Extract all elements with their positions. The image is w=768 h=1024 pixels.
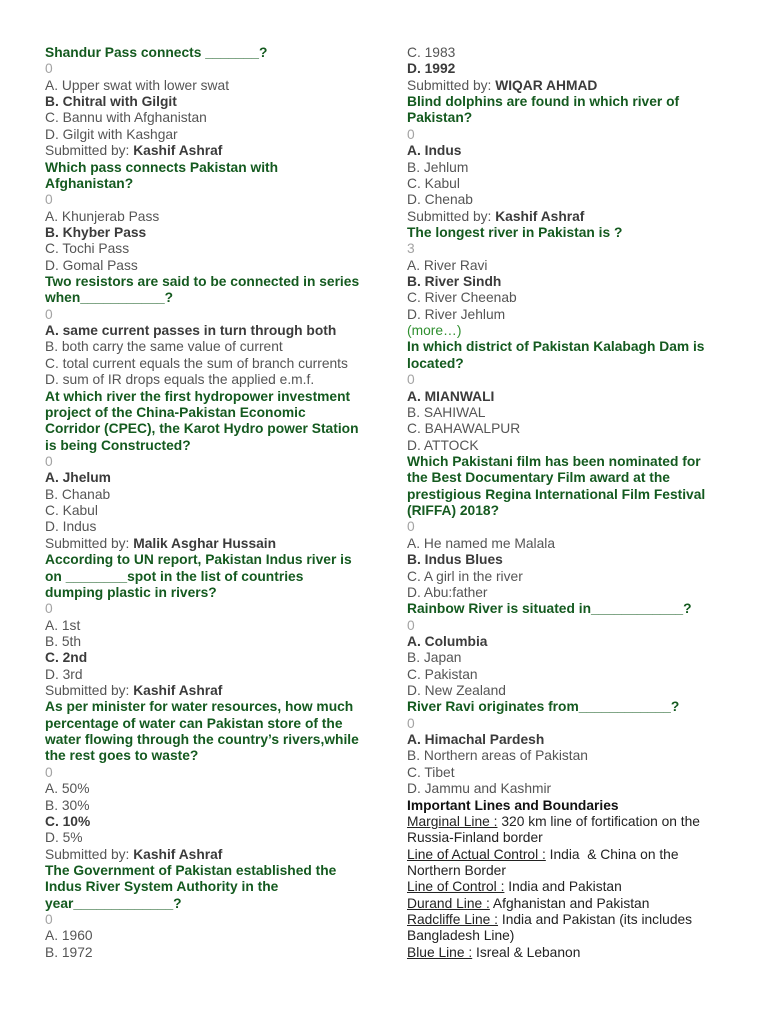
boundary-entry <box>407 847 745 880</box>
correct-option-c: C. 10% <box>45 813 91 829</box>
options-list <box>407 634 745 699</box>
submitted-by <box>407 78 745 94</box>
boundary-line <box>407 847 745 863</box>
boundary-entry <box>407 814 745 847</box>
option-c: C. Kabul <box>407 175 460 191</box>
question-text[interactable]: Rainbow River is situated in____________? <box>407 601 692 617</box>
question-text[interactable]: the rest goes to waste? <box>45 748 199 764</box>
mcq-item <box>407 94 745 225</box>
boundary-description: Isreal & Lebanon <box>476 944 581 960</box>
mcq-item <box>45 552 383 699</box>
boundary-entry <box>407 896 745 912</box>
options-list <box>45 618 383 683</box>
submitted-by-label: Submitted by: <box>45 683 130 699</box>
correct-option-a: A. MIANWALI <box>407 388 495 404</box>
question-text[interactable]: Which Pakistani film has been nominated for <box>407 453 701 469</box>
options-list <box>45 209 383 274</box>
question-text[interactable]: prestigious Regina International Film Festival <box>407 486 706 502</box>
question-text[interactable]: The Government of Pakistan established the <box>45 862 337 878</box>
option-d: D. 5% <box>45 830 83 846</box>
question-text[interactable]: is being Constructed? <box>45 437 191 453</box>
submitter-name: Kashif Ashraf <box>133 143 223 159</box>
question-text[interactable]: dumping plastic in rivers? <box>45 584 217 600</box>
boundary-description: 320 km line of fortification on the <box>501 813 700 829</box>
boundary-description: India & China on the <box>549 846 679 862</box>
boundary-description: India and Pakistan (its includes <box>501 912 693 928</box>
answer-count: 0 <box>407 715 415 731</box>
options-list <box>407 389 745 454</box>
correct-option-a: A. Himachal Pardesh <box>407 732 545 748</box>
mcq-item <box>45 45 383 160</box>
boundary-line <box>407 945 745 961</box>
answer-count: 0 <box>45 764 53 780</box>
option-c: C. A girl in the river <box>407 568 523 584</box>
question-text[interactable]: Corridor (CPEC), the Karot Hydro power Station <box>45 421 359 437</box>
correct-option-c: C. 2nd <box>45 650 88 666</box>
question-text[interactable]: At which river the first hydropower investment <box>45 388 351 404</box>
boundary-name: Blue Line : <box>407 944 473 960</box>
option-b: B. both carry the same value of current <box>45 339 283 355</box>
answer-count: 0 <box>407 126 415 142</box>
option-b: B. Chanab <box>45 486 111 502</box>
correct-option-b: B. Khyber Pass <box>45 224 147 240</box>
answer-count: 0 <box>45 453 53 469</box>
boundary-description: Bangladesh Line) <box>407 928 515 944</box>
boundary-description: Russia-Finland border <box>407 830 543 846</box>
option-c: C. 1983 <box>407 45 456 60</box>
boundary-name: Durand Line : <box>407 895 490 911</box>
correct-option-d: D. 1992 <box>407 61 456 77</box>
boundary-line <box>407 928 745 944</box>
question-text[interactable]: percentage of water can Pakistan store of the <box>45 715 343 731</box>
question-text[interactable]: Shandur Pass connects _______? <box>45 45 268 60</box>
mcq-item <box>407 454 745 601</box>
option-a: A. He named me Malala <box>407 535 555 551</box>
boundary-description: India and Pakistan <box>508 879 622 895</box>
more-link[interactable]: (more…) <box>407 323 462 339</box>
option-d: D. Indus <box>45 519 97 535</box>
submitter-name: Kashif Ashraf <box>133 846 223 862</box>
correct-option-b: B. River Sindh <box>407 274 502 290</box>
question-text[interactable]: River Ravi originates from____________? <box>407 699 680 715</box>
submitted-by <box>45 536 383 552</box>
answer-count: 0 <box>407 372 415 388</box>
question-text[interactable]: when___________? <box>45 290 174 306</box>
submitted-by <box>45 847 383 863</box>
mcq-item <box>407 699 745 797</box>
question-text[interactable]: Afghanistan? <box>45 175 134 191</box>
option-a: A. 1960 <box>45 928 93 944</box>
option-d: D. ATTOCK <box>407 437 479 453</box>
option-c: C. Pakistan <box>407 666 478 682</box>
option-c: C. River Cheenab <box>407 290 517 306</box>
question-text[interactable]: Indus River System Authority in the <box>45 879 279 895</box>
correct-option-a: A. Columbia <box>407 633 488 649</box>
option-d: D. New Zealand <box>407 683 506 699</box>
boundary-description: Northern Border <box>407 862 506 878</box>
option-d: D. Gilgit with Kashgar <box>45 126 178 142</box>
option-d: D. Abu:father <box>407 584 488 600</box>
answer-count: 0 <box>45 306 53 322</box>
submitted-by <box>45 683 383 699</box>
boundary-line <box>407 879 745 895</box>
submitter-name: WIQAR AHMAD <box>495 77 598 93</box>
option-c: C. BAHAWALPUR <box>407 421 521 437</box>
answer-count: 0 <box>45 61 53 77</box>
mcq-item <box>407 225 745 340</box>
correct-option-a: A. Jhelum <box>45 470 111 486</box>
option-b: B. Japan <box>407 650 462 666</box>
option-d: D. 3rd <box>45 666 83 682</box>
answer-count: 3 <box>407 241 415 257</box>
submitted-by-label: Submitted by: <box>45 143 130 159</box>
section-title: Important Lines and Boundaries <box>407 797 619 813</box>
option-c: C. Tibet <box>407 764 455 780</box>
mcq-item <box>407 601 745 699</box>
option-b: B. SAHIWAL <box>407 404 486 420</box>
option-a: A. Khunjerab Pass <box>45 208 160 224</box>
question-text[interactable]: As per minister for water resources, how much <box>45 699 354 715</box>
question-text[interactable]: According to UN report, Pakistan Indus river is <box>45 552 352 568</box>
boundary-name: Line of Control : <box>407 879 505 895</box>
boundary-line <box>407 912 745 928</box>
option-a: A. Upper swat with lower swat <box>45 77 230 93</box>
question-text[interactable]: Two resistors are said to be connected in series <box>45 274 360 290</box>
boundary-name: Marginal Line : <box>407 813 498 829</box>
submitted-by <box>407 209 745 225</box>
options-list <box>407 732 745 797</box>
option-a: A. River Ravi <box>407 257 488 273</box>
options-list <box>45 323 383 388</box>
submitted-by-label: Submitted by: <box>45 535 130 551</box>
option-d: D. River Jehlum <box>407 306 506 322</box>
option-b: B. 5th <box>45 633 82 649</box>
question-text[interactable]: Pakistan? <box>407 110 473 126</box>
submitter-name: Malik Asghar Hussain <box>133 535 277 551</box>
question-text[interactable]: Blind dolphins are found in which river of <box>407 94 680 110</box>
submitted-by <box>45 143 383 159</box>
boundary-name: Line of Actual Control : <box>407 846 546 862</box>
option-d: D. sum of IR drops equals the applied e.m.f. <box>45 372 315 388</box>
options-list <box>45 781 383 846</box>
option-b: B. Jehlum <box>407 159 469 175</box>
option-c: C. Tochi Pass <box>45 241 130 257</box>
submitted-by-label: Submitted by: <box>407 77 492 93</box>
options-list <box>45 78 383 143</box>
option-b: B. 1972 <box>45 944 93 960</box>
mcq-two-column-content <box>45 45 745 965</box>
option-d: D. Chenab <box>407 192 473 208</box>
question-text[interactable]: (RIFFA) 2018? <box>407 503 499 519</box>
answer-count: 0 <box>45 912 53 928</box>
question-text[interactable]: water flowing through the country’s rivers,while <box>45 732 359 748</box>
boundary-entry <box>407 879 745 895</box>
boundary-entry <box>407 945 745 961</box>
mcq-item <box>45 274 383 389</box>
submitted-by-label: Submitted by: <box>407 208 492 224</box>
submitter-name: Kashif Ashraf <box>133 683 223 699</box>
correct-option-b: B. Chitral with Gilgit <box>45 94 177 110</box>
question-text[interactable]: The longest river in Pakistan is ? <box>407 224 623 240</box>
options-list <box>45 470 383 535</box>
boundary-entry <box>407 912 745 945</box>
option-d: D. Jammu and Kashmir <box>407 781 552 797</box>
question-text[interactable]: the Best Documentary Film award at the <box>407 470 670 486</box>
boundary-line <box>407 830 745 846</box>
correct-option-b: B. Indus Blues <box>407 552 503 568</box>
correct-option-a: A. same current passes in turn through both <box>45 323 337 339</box>
question-text[interactable]: located? <box>407 355 464 371</box>
boundary-name: Radcliffe Line : <box>407 912 499 928</box>
submitter-name: Kashif Ashraf <box>495 208 585 224</box>
mcq-item <box>45 389 383 553</box>
option-a: A. 1st <box>45 617 81 633</box>
option-a: A. 50% <box>45 781 90 797</box>
boundary-line <box>407 896 745 912</box>
question-text[interactable]: project of the China-Pakistan Economic <box>45 404 306 420</box>
correct-option-a: A. Indus <box>407 143 462 159</box>
option-c: C. total current equals the sum of branch currents <box>45 355 348 371</box>
question-text[interactable]: In which district of Pakistan Kalabagh Dam is <box>407 339 705 355</box>
option-b: B. 30% <box>45 797 90 813</box>
options-list <box>407 143 745 208</box>
boundary-line <box>407 863 745 879</box>
boundaries-section <box>407 798 745 962</box>
boundary-description: Afghanistan and Pakistan <box>492 895 650 911</box>
answer-count: 0 <box>407 519 415 535</box>
question-text[interactable]: year_____________? <box>45 895 182 911</box>
mcq-item <box>45 699 383 863</box>
option-d: D. Gomal Pass <box>45 257 138 273</box>
options-list <box>407 536 745 601</box>
options-list <box>407 258 745 323</box>
question-text[interactable]: Which pass connects Pakistan with <box>45 159 279 175</box>
option-c: C. Bannu with Afghanistan <box>45 110 207 126</box>
boundary-line <box>407 814 745 830</box>
answer-count: 0 <box>45 192 53 208</box>
answer-count: 0 <box>45 601 53 617</box>
mcq-item <box>407 339 745 454</box>
option-b: B. Northern areas of Pakistan <box>407 748 588 764</box>
question-text[interactable]: on ________spot in the list of countries <box>45 568 304 584</box>
answer-count: 0 <box>407 617 415 633</box>
submitted-by-label: Submitted by: <box>45 846 130 862</box>
mcq-item <box>45 160 383 275</box>
option-c: C. Kabul <box>45 503 98 519</box>
